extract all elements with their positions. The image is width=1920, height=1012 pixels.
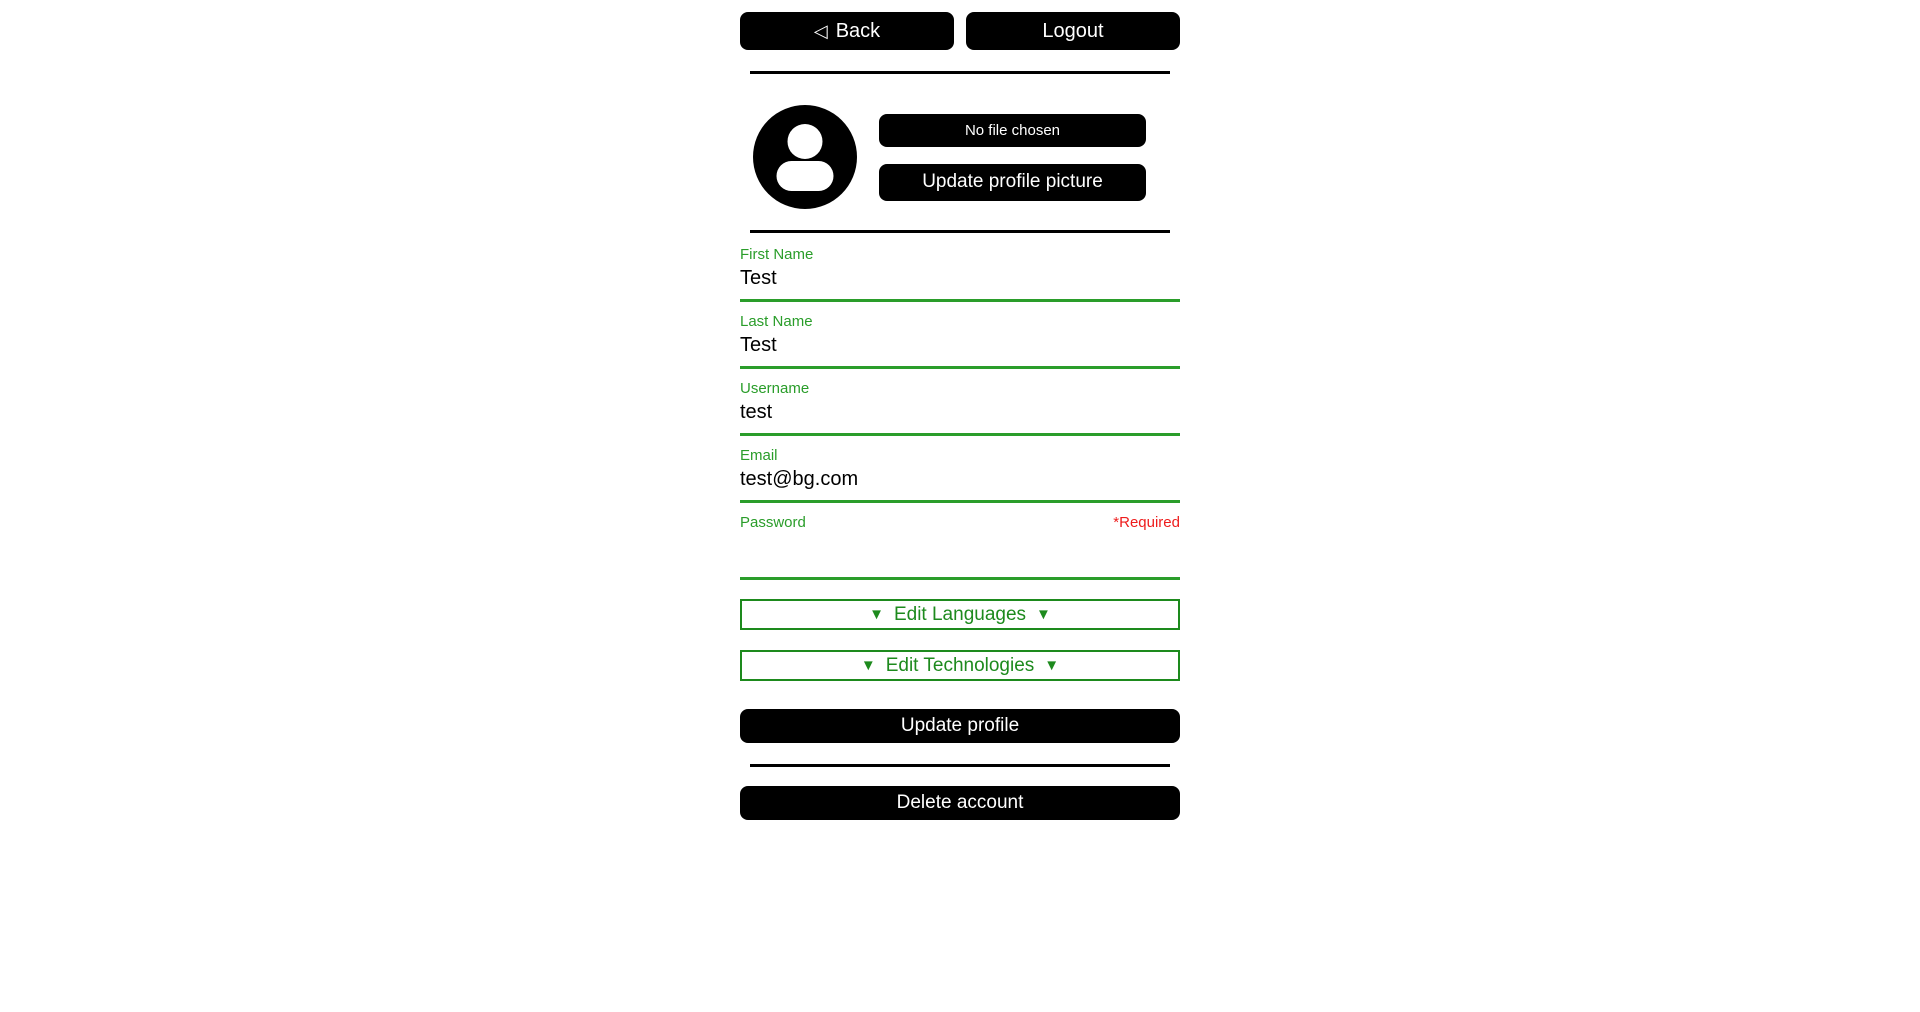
profile-page	[740, 0, 1180, 820]
email-field-group	[740, 447, 1180, 503]
logout-button-label: Logout	[1042, 19, 1104, 42]
profile-picture-section	[740, 105, 1180, 209]
logout-button[interactable]	[966, 12, 1180, 50]
username-field-group	[740, 380, 1180, 436]
avatar	[753, 105, 857, 209]
file-input-status-label: No file chosen	[964, 121, 1061, 139]
last-name-field-group	[740, 313, 1180, 369]
update-profile-button[interactable]	[740, 709, 1180, 743]
password-field-group	[740, 514, 1180, 580]
first-name-input[interactable]	[740, 263, 1180, 302]
edit-technologies-label: Edit Technologies	[885, 654, 1035, 676]
toolbar	[740, 12, 1180, 50]
divider-top	[750, 71, 1170, 74]
update-profile-picture-label: Update profile picture	[922, 171, 1103, 192]
chevron-down-icon: ▼	[1036, 606, 1051, 623]
username-input[interactable]	[740, 397, 1180, 436]
last-name-label: Last Name	[740, 313, 813, 330]
edit-languages-label: Edit Languages	[893, 603, 1027, 625]
edit-languages-button[interactable]	[740, 599, 1180, 630]
chevron-down-icon: ▼	[1044, 657, 1060, 674]
update-profile-label: Update profile	[900, 715, 1020, 736]
back-arrow-icon: ◁	[813, 20, 828, 41]
password-required-note: *Required	[1113, 514, 1180, 531]
profile-form	[740, 246, 1180, 743]
chevron-down-icon: ▼	[860, 657, 876, 674]
first-name-label: First Name	[740, 246, 814, 263]
first-name-field-group	[740, 246, 1180, 302]
email-input[interactable]	[740, 464, 1180, 503]
last-name-input[interactable]	[740, 330, 1180, 369]
back-button[interactable]	[740, 12, 954, 50]
delete-account-button[interactable]	[740, 786, 1180, 820]
email-label: Email	[740, 447, 778, 464]
profile-picture-file-input[interactable]	[879, 114, 1146, 147]
password-label: Password	[740, 514, 806, 531]
chevron-down-icon: ▼	[869, 606, 884, 623]
divider-danger	[750, 764, 1170, 767]
password-input[interactable]	[740, 531, 1180, 580]
update-profile-picture-button[interactable]	[879, 164, 1146, 201]
username-label: Username	[740, 380, 810, 397]
person-avatar-icon	[753, 105, 857, 209]
picture-buttons-column	[879, 114, 1146, 201]
divider-picture-form	[750, 230, 1170, 233]
delete-account-label: Delete account	[896, 792, 1024, 813]
back-button-label: Back	[835, 19, 881, 42]
edit-technologies-button[interactable]	[740, 650, 1180, 681]
